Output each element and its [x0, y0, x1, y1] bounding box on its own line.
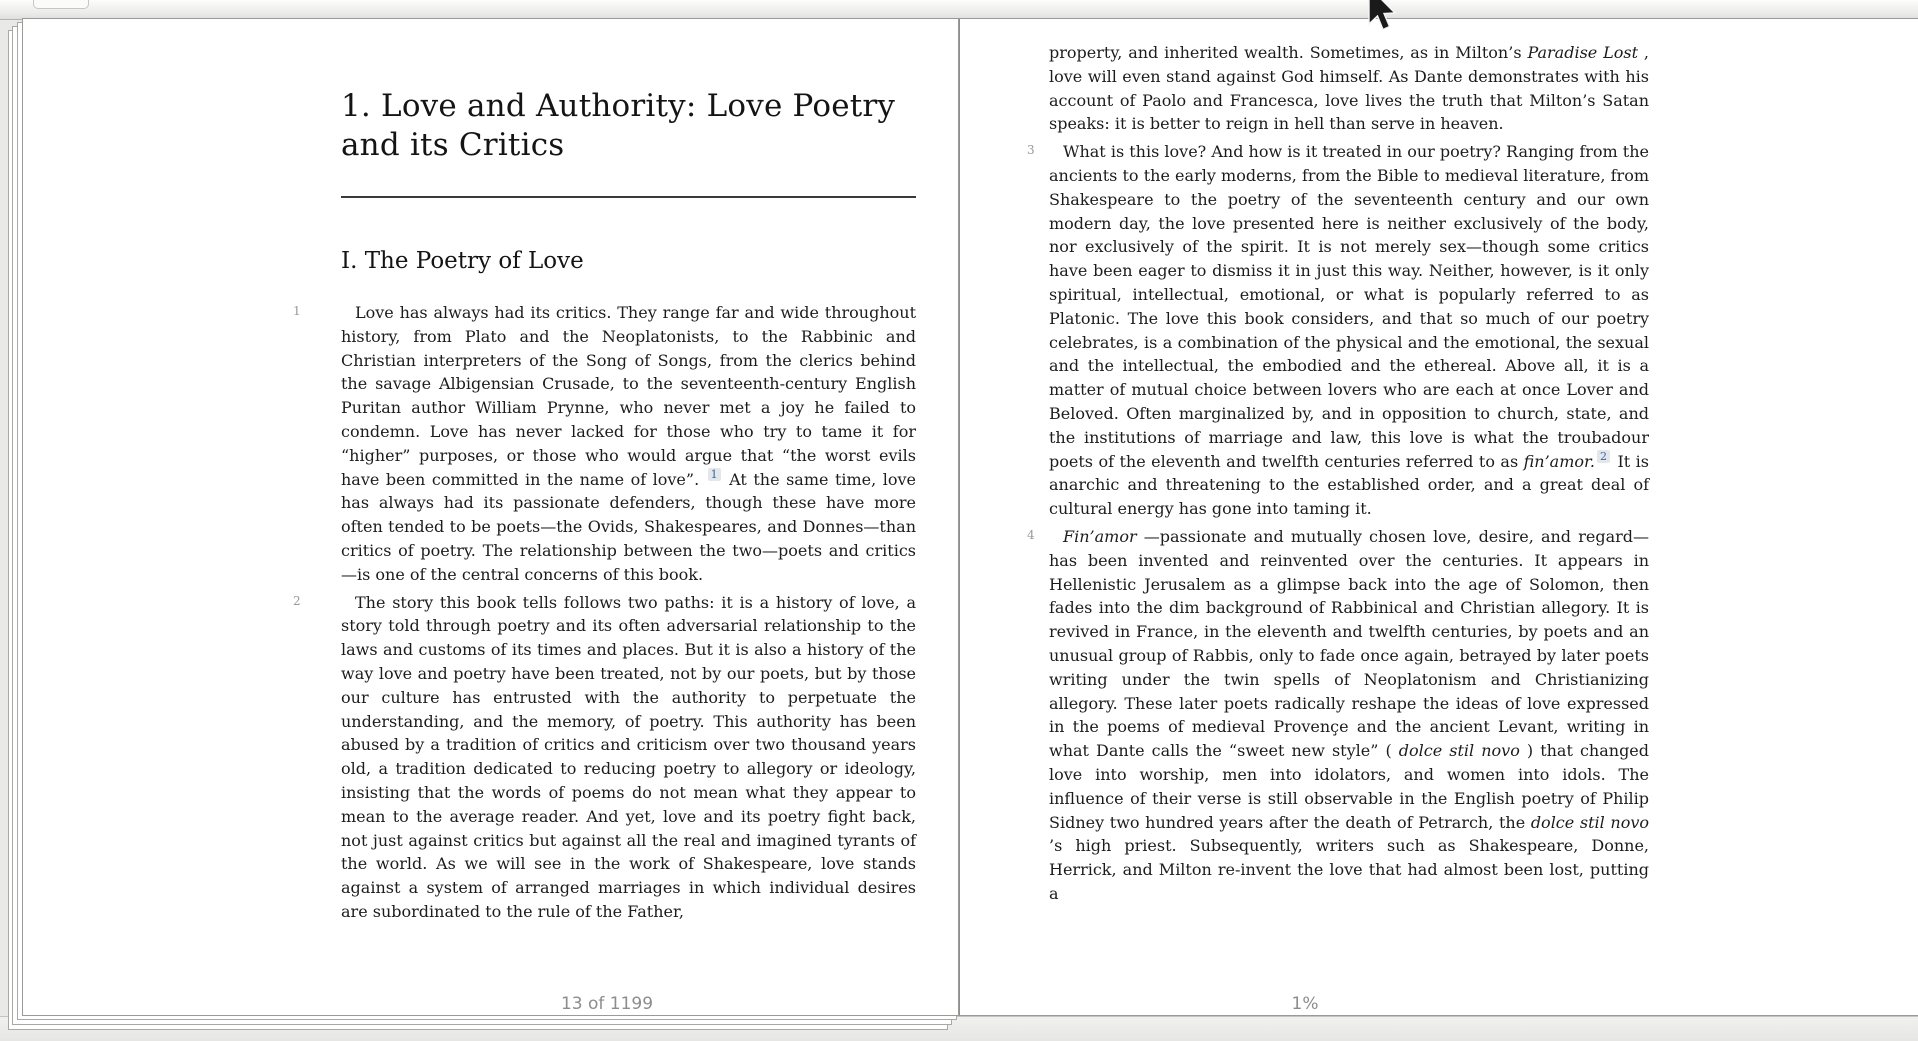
- text-run: What is this love? And how is it treated in our poetry? Ranging from the ancients to the early moderns, from the Bible to medieval literature, from Shakespeare to the poetry of the seventeenth century and our own modern day, the love presented here is neither exclusively of the body, nor exclusively of the spirit. It is not merely sex—though some critics have been eager to dismiss it in just this way. Neither, however, is it only spiritual, intellectual, emotional, or what is popularly referred to as Platonic. The love this book considers, and that so much of our poetry celebrates, is a combination of the physical and the emotional, the sexual and the intellectual, the embodied and the ethereal. Above all, it is a matter of mutual choice between lovers who are each at once Lover and Beloved. Often marginalized by, and in opposition to church, state, and the institutions of marriage and law, this love is what the troubadour poets of the eleventh and twelfth centuries referred to as: [1049, 142, 1649, 471]
- chapter-title: 1. Love and Authority: Love Poetry and its Critics: [341, 88, 896, 164]
- paragraph: [1027, 140, 1649, 521]
- progress-percent-indicator: 1%: [1291, 994, 1319, 1014]
- footnote-link[interactable]: 2: [1597, 450, 1610, 463]
- paragraph: [1027, 525, 1650, 906]
- text-run: It is anarchic and threatening to the established order, and a great deal of cultural energy has gone into taming it.: [1049, 451, 1649, 519]
- right-page-text-column: [1027, 19, 1650, 971]
- left-page[interactable]: [22, 18, 959, 1016]
- paragraph-number: 3: [1027, 143, 1035, 158]
- window-top-chrome: [0, 0, 1918, 20]
- text-run: ) that changed love into worship, men into idolators, and women into idols. The influence of their verse is still observable in the English poetry of Philip Sidney two hundred years after the death of Petrarch, the: [1049, 741, 1650, 832]
- title-divider: [341, 196, 916, 198]
- paragraph: [1049, 41, 1649, 136]
- text-run: Fin’amor: [1063, 526, 1137, 546]
- left-page-paragraphs: [293, 301, 916, 924]
- text-run: , love will even stand against God himself. As Dante demonstrates with his account of Paolo and Francesca, love lives the truth that Milton’s Satan speaks: it is better to reign in hell than serve in heaven.: [1049, 43, 1650, 134]
- paragraph: [293, 301, 916, 587]
- paragraph-number: 4: [1027, 527, 1035, 542]
- footnote-link[interactable]: 1: [708, 468, 721, 481]
- text-run: dolce stil novo: [1530, 812, 1649, 832]
- right-page[interactable]: [959, 18, 1918, 1016]
- paragraph: [293, 591, 916, 924]
- text-run: property, and inherited wealth. Sometimes, as in Milton’s: [1049, 43, 1528, 62]
- text-run: Love has always had its critics. They range far and wide throughout history, from Plato and the Neoplatonists, to the Rabbinic and Christian interpreters of the Song of Songs, from the clerics behind the savage Albigensian Crusade, to the seventeenth-century English Puritan author William Prynne, who never met a joy he failed to condemn. Love has never lacked for those who try to tame it for “higher” purposes, or those who would argue that “the worst evils have been committed in the name of love”.: [341, 303, 916, 489]
- text-run: ’s high priest. Subsequently, writers such as Shakespeare, Donne, Herrick, and Milton re-invent the love that had almost been lost, putting a: [1049, 836, 1649, 903]
- text-run: At the same time, love has always had its passionate defenders, though these have more often tended to be poets—the Ovids, Shakespeares, and Donnes—than critics of poetry. The relationship between the two—poets and critics—is one of the central concerns of this book.: [341, 469, 916, 584]
- text-run: dolce stil novo: [1398, 741, 1520, 761]
- section-heading: I. The Poetry of Love: [341, 248, 584, 275]
- paragraph-number: 2: [293, 593, 301, 608]
- right-page-paragraphs: [1027, 41, 1650, 906]
- page-position-indicator: 13 of 1199: [560, 994, 654, 1014]
- toolbar-button-partial[interactable]: [33, 0, 89, 9]
- text-run: —passionate and mutually chosen love, desire, and regard—has been invented and reinvented over the centuries. It appears in Hellenistic Jerusalem as a glimpse back into the age of Solomon, then fades into the dim background of Rabbinical and Christian allegory. It is revived in France, in the eleventh and twelfth centuries, by poets and an unusual group of Rabbis, only to fade once again, betrayed by later poets writing under the twin spells of Neoplatonism and Christianizing allegory. These later poets radically reshape the ideas of love expressed in the poems of medieval Provençe and the ancient Levant, writing in what Dante calls the “sweet new style” (: [1049, 526, 1649, 761]
- left-page-text-column: [293, 19, 916, 967]
- text-run: The story this book tells follows two paths: it is a history of love, a story told through poetry and its often adversarial relationship to the laws and customs of its times and places. But it is also a history of the way love and poetry have been treated, not by our poets, but by those our culture has entrusted with the authority to perpetuate the understanding, and the memory, of poetry. This authority has been abused by a tradition of critics and criticism over two thousand years old, a tradition dedicated to reducing poetry to allegory or ideology, insisting that the words of poems do not mean what they appear to mean to the average reader. And yet, love and its poetry fight back, not just against critics but against all the real and imagined tyrants of the world. As we will see in the work of Shakespeare, love stands against a system of arranged marriages in which individual desires are subordinated to the rule of the Father,: [341, 592, 916, 922]
- paragraph-number: 1: [293, 304, 301, 319]
- text-run: fin’amor.: [1523, 451, 1595, 471]
- text-run: Paradise Lost: [1527, 43, 1639, 62]
